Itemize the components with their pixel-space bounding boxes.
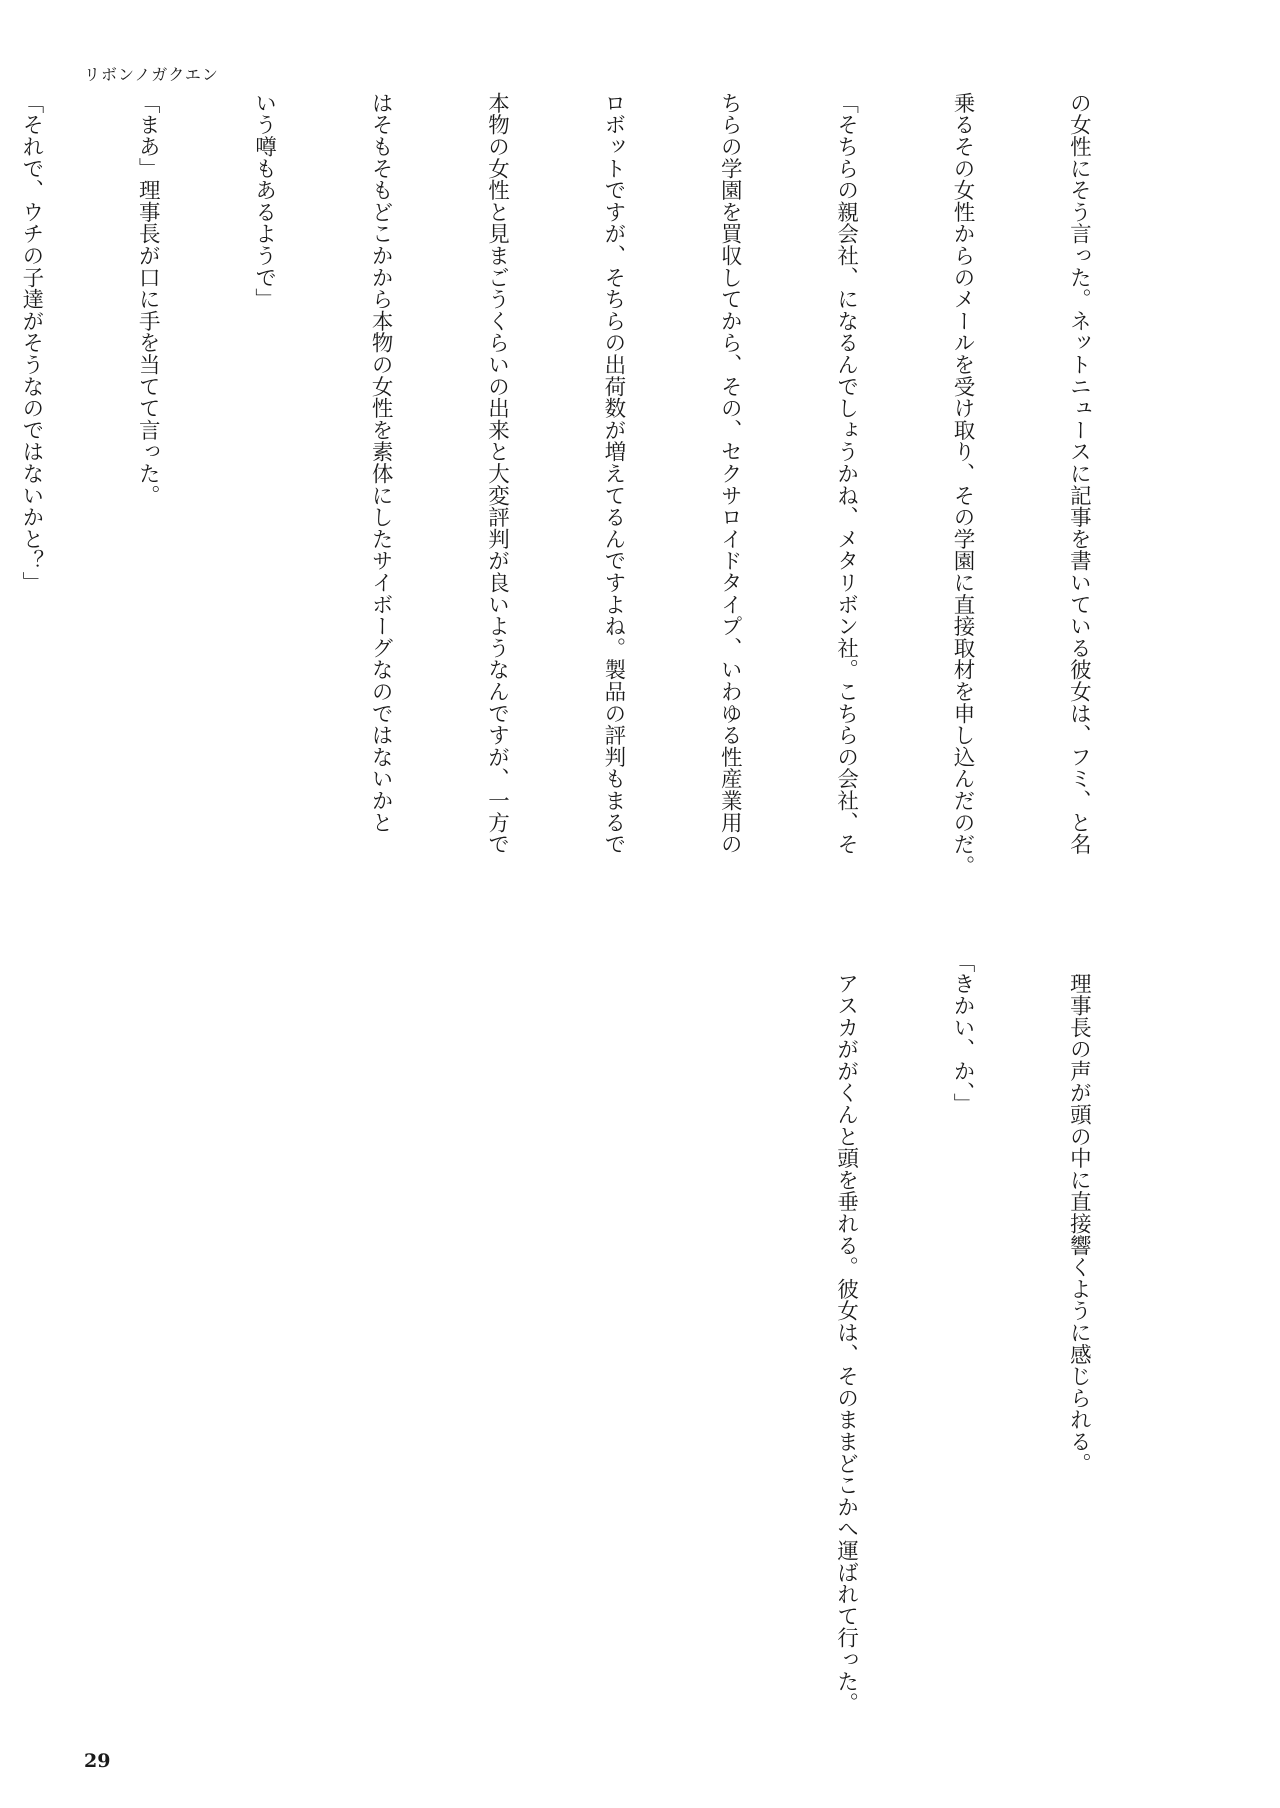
text-line: 乗るその女性からのメールを受け取り、その学園に直接取材を申し込んだのだ。 (950, 92, 976, 877)
text-line: いう噂もあるようで」 (251, 92, 277, 310)
page-number: 29 (84, 1750, 111, 1772)
text-line: 理事長の声が頭の中に直接響くように感じられる。 (1066, 951, 1092, 1475)
text-line: アスカががくんと頭を垂れる。彼女は、そのままどこかへ運ばれて行った。 (833, 951, 859, 1714)
text-line: 「まあ」理事長が口に手を当てて言った。 (135, 92, 161, 507)
text-line: 本物の女性と見まごうくらいの出来と大変評判が良いようなんですが、一方で (484, 92, 510, 855)
body-text-lower (787, 951, 1175, 1714)
text-line: ちらの学園を買収してから、その、セクサロイドタイプ、いわゆる性産業用の (717, 92, 743, 855)
running-title: リボンノガクエン (84, 65, 219, 84)
text-line: はそもそもどこかから本物の女性を素体にしたサイボーグなのではないかと (368, 92, 394, 834)
text-line: の女性にそう言った。ネットニュースに記事を書いている彼女は、フミ、と名 (1066, 92, 1092, 855)
text-line: 「きかい、か、」 (950, 951, 976, 1115)
text-line: 「そちらの親会社、になるんでしょうかね、メタリボン社。こちらの会社、そ (833, 92, 859, 855)
text-line: 「それで、ウチの子達がそうなのではないかと？」 (18, 92, 44, 594)
text-line: ロボットですが、そちらの出荷数が増えてるんですよね。製品の評判もまるで (600, 92, 626, 855)
body-text-upper (0, 92, 1175, 912)
